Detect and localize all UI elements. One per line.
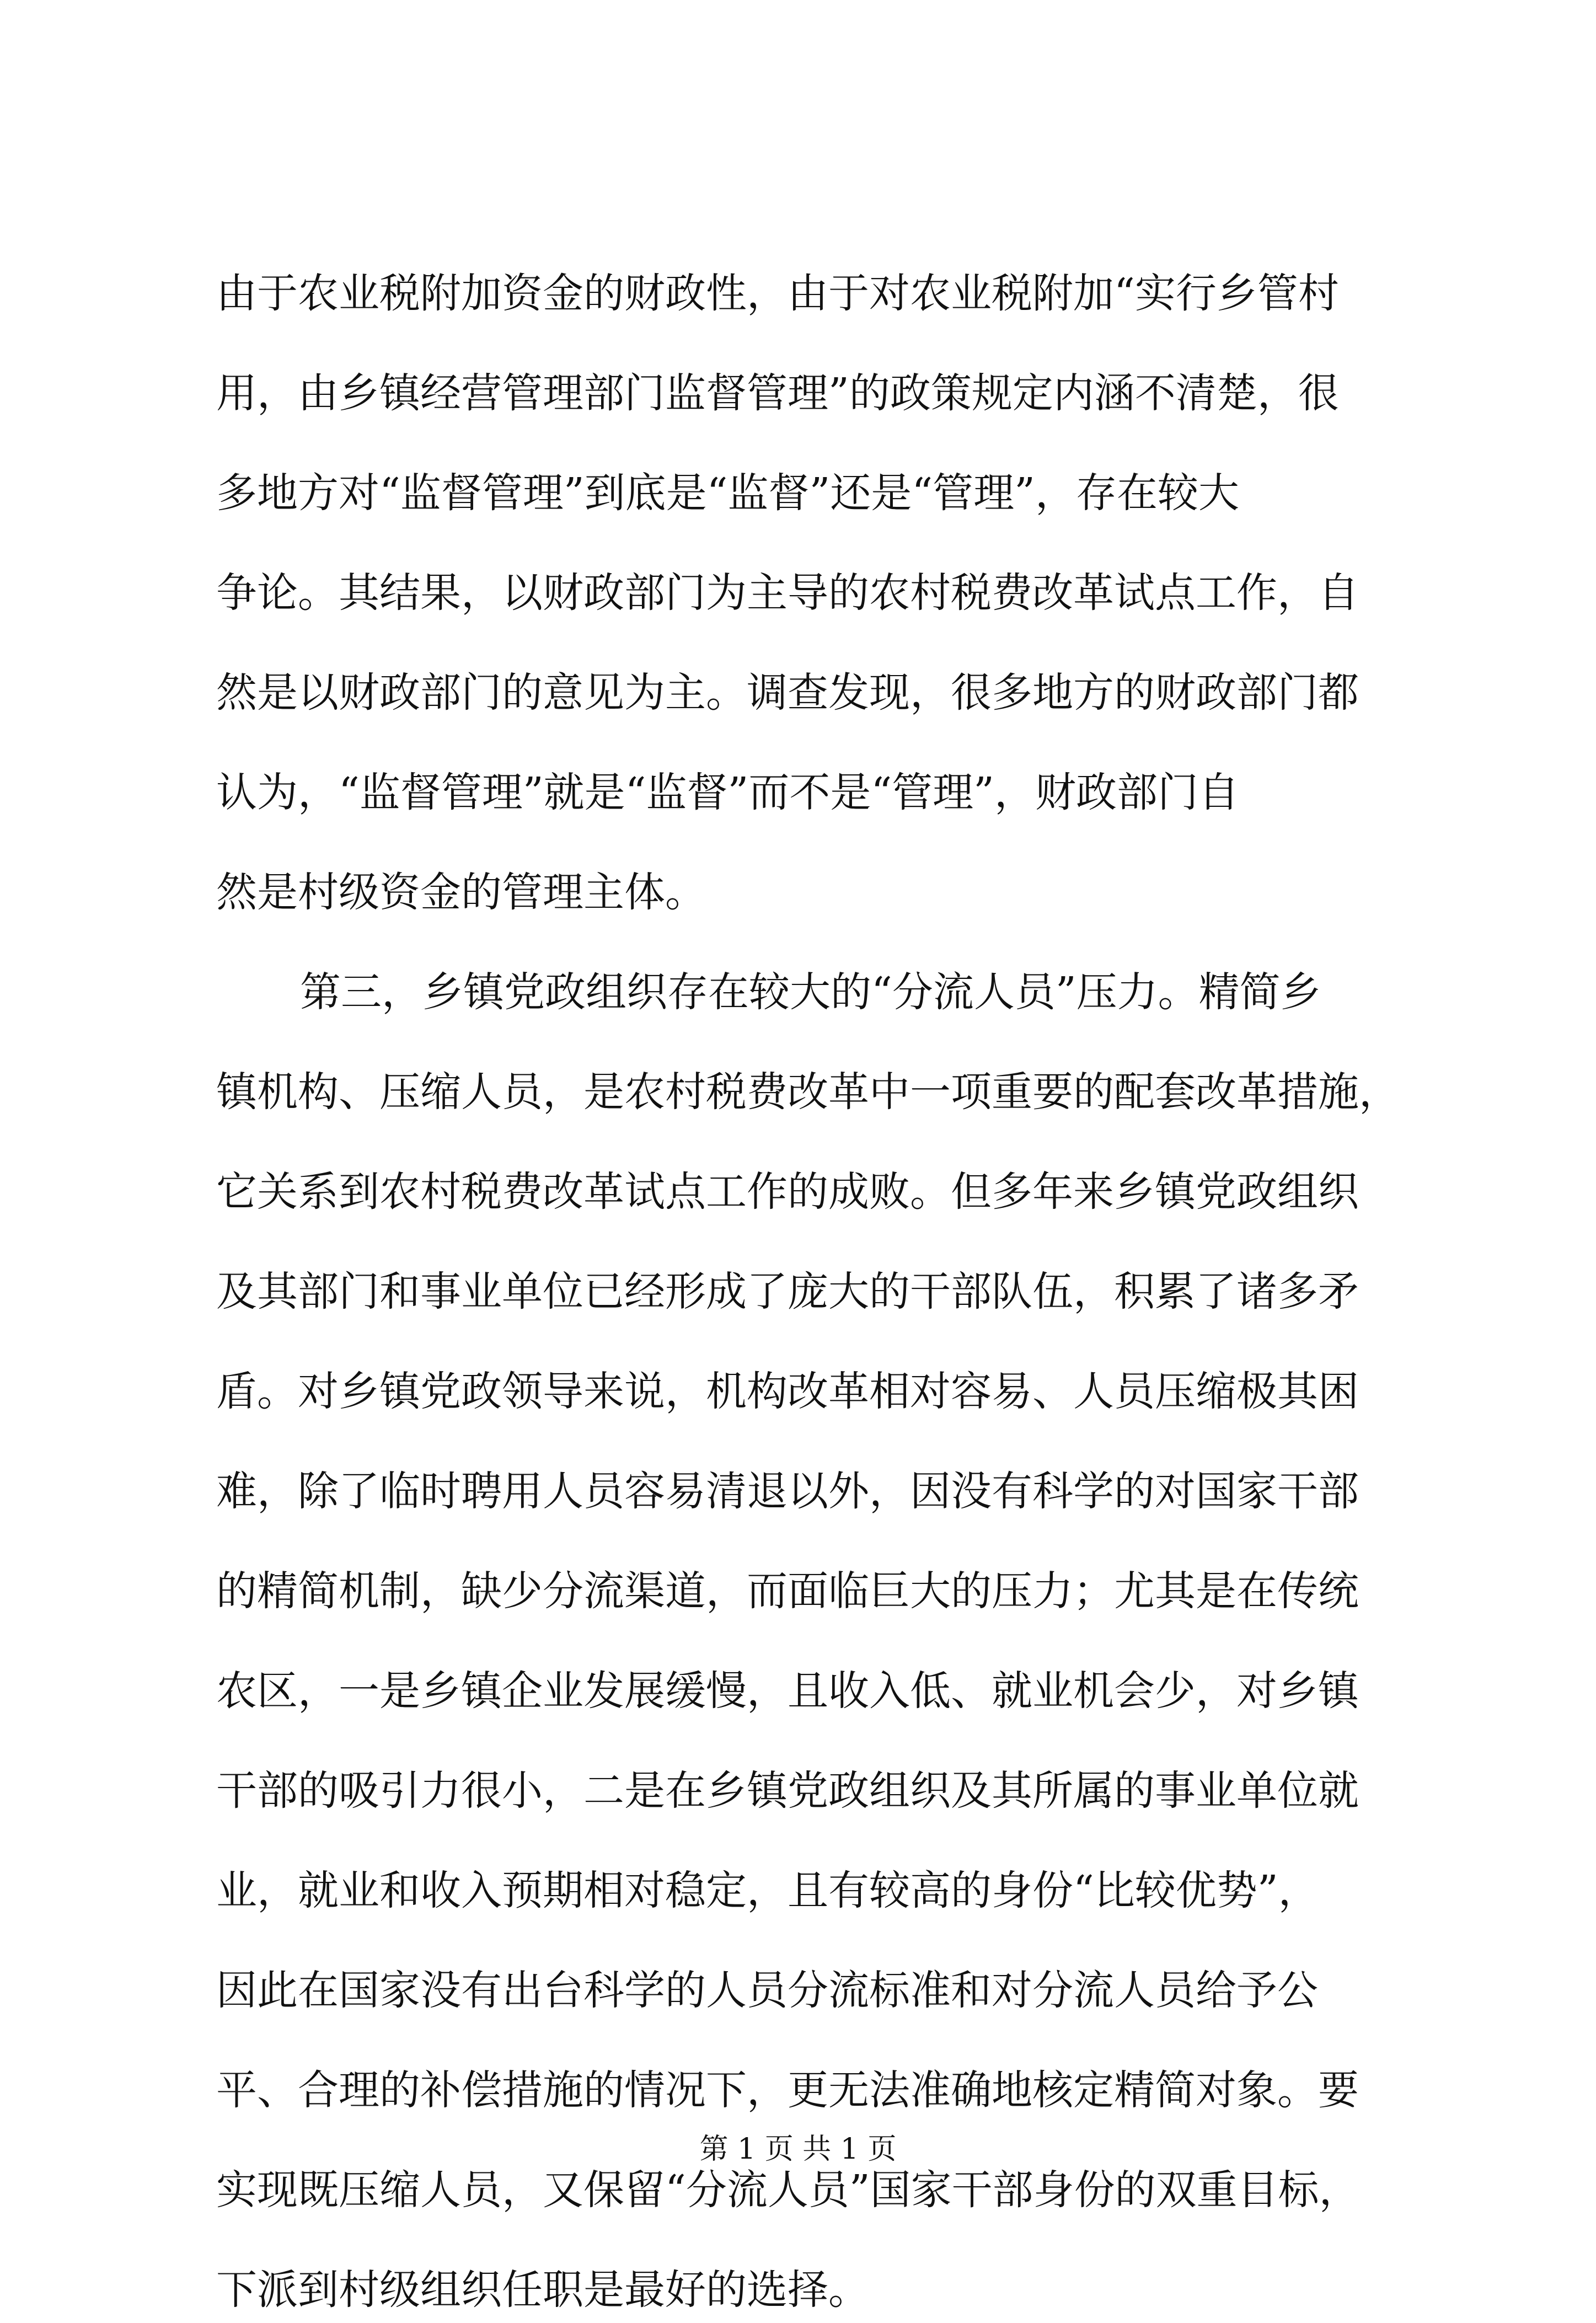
text-line: 业，就业和收入预期相对稳定，且有较高的身份“比较优势”， — [216, 1867, 1319, 1914]
page-number-footer: 第 1 页 共 1 页 — [699, 2133, 897, 2166]
text-line: 及其部门和事业单位已经形成了庞大的干部队伍，积累了诸多矛 — [216, 1268, 1359, 1315]
text-line: 因此在国家没有出台科学的人员分流标准和对分流人员给予公 — [216, 1967, 1318, 2014]
text-line: 然是以财政部门的意见为主。调查发现，很多地方的财政部门都 — [216, 669, 1359, 716]
text-line: 由于农业税附加资金的财政性，由于对农业税附加“实行乡管村 — [216, 270, 1339, 317]
text-line: 难，除了临时聘用人员容易清退以外，因没有科学的对国家干部 — [216, 1468, 1359, 1515]
text-line: 争论。其结果，以财政部门为主导的农村税费改革试点工作，自 — [216, 569, 1359, 617]
text-line: 平、合理的补偿措施的情况下，更无法准确地核定精简对象。要 — [216, 2067, 1359, 2114]
text-line: 盾。对乡镇党政领导来说，机构改革相对容易、人员压缩极其困 — [216, 1368, 1359, 1415]
text-line: 干部的吸引力很小，二是在乡镇党政组织及其所属的事业单位就 — [216, 1767, 1359, 1814]
text-line: 它关系到农村税费改革试点工作的成败。但多年来乡镇党政组织 — [216, 1168, 1359, 1216]
text-line: 多地方对“监督管理”到底是“监督”还是“管理”，存在较大 — [216, 469, 1239, 517]
text-line: 下派到村级组织任职是最好的选择。 — [216, 2266, 869, 2314]
text-line: 然是村级资金的管理主体。 — [216, 869, 706, 916]
text-line: 第三，乡镇党政组织存在较大的“分流人员”压力。精简乡 — [300, 968, 1321, 1016]
text-line: 用，由乡镇经营管理部门监督管理”的政策规定内涵不清楚，很 — [216, 370, 1339, 417]
text-line: 的精简机制，缺少分流渠道，而面临巨大的压力；尤其是在传统 — [216, 1567, 1359, 1615]
text-line: 认为，“监督管理”就是“监督”而不是“管理”，财政部门自 — [216, 769, 1239, 816]
text-line: 农区，一是乡镇企业发展缓慢，且收入低、就业机会少，对乡镇 — [216, 1667, 1359, 1715]
text-line: 实现既压缩人员，又保留“分流人员”国家干部身份的双重目标， — [216, 2166, 1360, 2214]
text-line: 镇机构、压缩人员，是农村税费改革中一项重要的配套改革措施， — [216, 1068, 1400, 1116]
